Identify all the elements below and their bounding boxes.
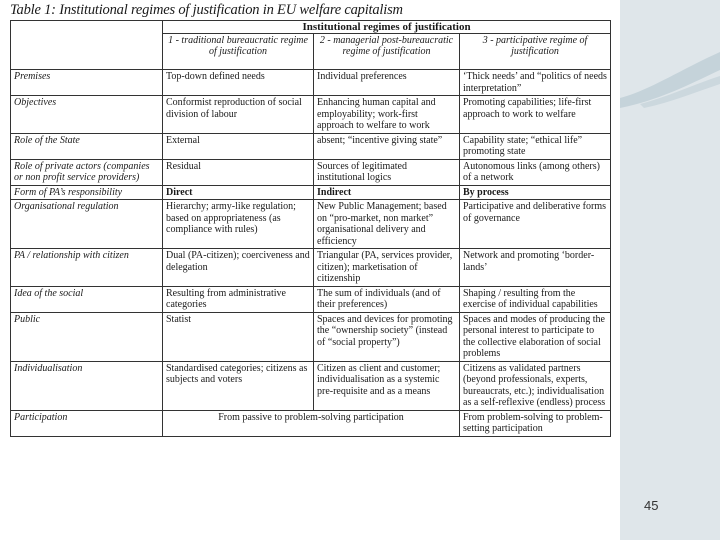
- table-cell: By process: [460, 185, 611, 200]
- column-header: 2 - managerial post-bureaucratic regime of justification: [314, 34, 460, 70]
- row-label: Organisational regulation: [11, 200, 163, 249]
- table-cell: External: [163, 133, 314, 159]
- table-row: [11, 286, 611, 312]
- table-cell: Statist: [163, 312, 314, 361]
- table-cell: Standardised categories; citizens as subjects and voters: [163, 361, 314, 410]
- table-cell: Indirect: [314, 185, 460, 200]
- table-cell: From problem-solving to problem-setting participation: [460, 410, 611, 436]
- table-cell: Hierarchy; army-like regulation; based on appropriateness (as compliance with rules): [163, 200, 314, 249]
- table-row: [11, 361, 611, 410]
- table-title: Table 1: Institutional regimes of justification in EU welfare capitalism: [10, 2, 403, 18]
- table-cell: Autonomous links (among others) of a network: [460, 159, 611, 185]
- table-row: [11, 200, 611, 249]
- table-row: [11, 133, 611, 159]
- row-label: Role of the State: [11, 133, 163, 159]
- table-cell: ‘Thick needs’ and “politics of needs interpretation”: [460, 70, 611, 96]
- table-cell: Resulting from administrative categories: [163, 286, 314, 312]
- slide-number: 45: [644, 498, 659, 513]
- table-cell: Individual preferences: [314, 70, 460, 96]
- table-cell: Shaping / resulting from the exercise of individual capabilities: [460, 286, 611, 312]
- table-row: [11, 159, 611, 185]
- table-cell: Spaces and devices for promoting the “ownership society” (instead of “social property”): [314, 312, 460, 361]
- table-row: [11, 312, 611, 361]
- table-cell: Conformist reproduction of social division of labour: [163, 96, 314, 134]
- table-cell: Capability state; “ethical life” promoting state: [460, 133, 611, 159]
- main-header: Institutional regimes of justification: [163, 21, 611, 34]
- row-label: PA / relationship with citizen: [11, 249, 163, 287]
- merged-cell: From passive to problem-solving participation: [163, 410, 460, 436]
- regimes-table-container: [10, 20, 610, 437]
- table-cell: The sum of individuals (and of their preferences): [314, 286, 460, 312]
- row-label: Objectives: [11, 96, 163, 134]
- table-row: [11, 70, 611, 96]
- table-row: [11, 410, 611, 436]
- regimes-table: [10, 20, 611, 437]
- table-cell: Spaces and modes of producing the personal interest to participate to the collective elaboration of social problems: [460, 312, 611, 361]
- header-row-main: [11, 21, 611, 34]
- table-row: [11, 96, 611, 134]
- table-cell: Top-down defined needs: [163, 70, 314, 96]
- side-decoration-panel: [620, 0, 720, 540]
- column-header: 1 - traditional bureaucratic regime of justification: [163, 34, 314, 70]
- table-cell: Sources of legitimated institutional logics: [314, 159, 460, 185]
- table-cell: absent; “incentive giving state”: [314, 133, 460, 159]
- row-label: Role of private actors (companies or non profit service providers): [11, 159, 163, 185]
- row-label: Form of PA’s responsibility: [11, 185, 163, 200]
- table-cell: Network and promoting ‘border-lands’: [460, 249, 611, 287]
- table-row: [11, 185, 611, 200]
- row-label: Participation: [11, 410, 163, 436]
- row-label: Premises: [11, 70, 163, 96]
- wave-decoration-icon: [620, 0, 720, 540]
- table-cell: New Public Management; based on “pro-market, non market” organisational delivery and efficiency: [314, 200, 460, 249]
- table-cell: Dual (PA-citizen); coerciveness and delegation: [163, 249, 314, 287]
- row-label: Idea of the social: [11, 286, 163, 312]
- row-label: Public: [11, 312, 163, 361]
- header-empty-cell: [11, 21, 163, 70]
- table-cell: Direct: [163, 185, 314, 200]
- table-cell: Enhancing human capital and employability; work-first approach to welfare to work: [314, 96, 460, 134]
- table-row: [11, 249, 611, 287]
- row-label: Individualisation: [11, 361, 163, 410]
- table-cell: Participative and deliberative forms of governance: [460, 200, 611, 249]
- table-cell: Promoting capabilities; life-first approach to work to welfare: [460, 96, 611, 134]
- table-cell: Triangular (PA, services provider, citizen); marketisation of citizenship: [314, 249, 460, 287]
- table-cell: Citizens as validated partners (beyond professionals, experts, bureaucrats, etc.); individualisation as a self-reflexive (endless) process: [460, 361, 611, 410]
- table-cell: Residual: [163, 159, 314, 185]
- column-header: 3 - participative regime of justification: [460, 34, 611, 70]
- table-cell: Citizen as client and customer; individualisation as a systemic pre-requisite and as a means: [314, 361, 460, 410]
